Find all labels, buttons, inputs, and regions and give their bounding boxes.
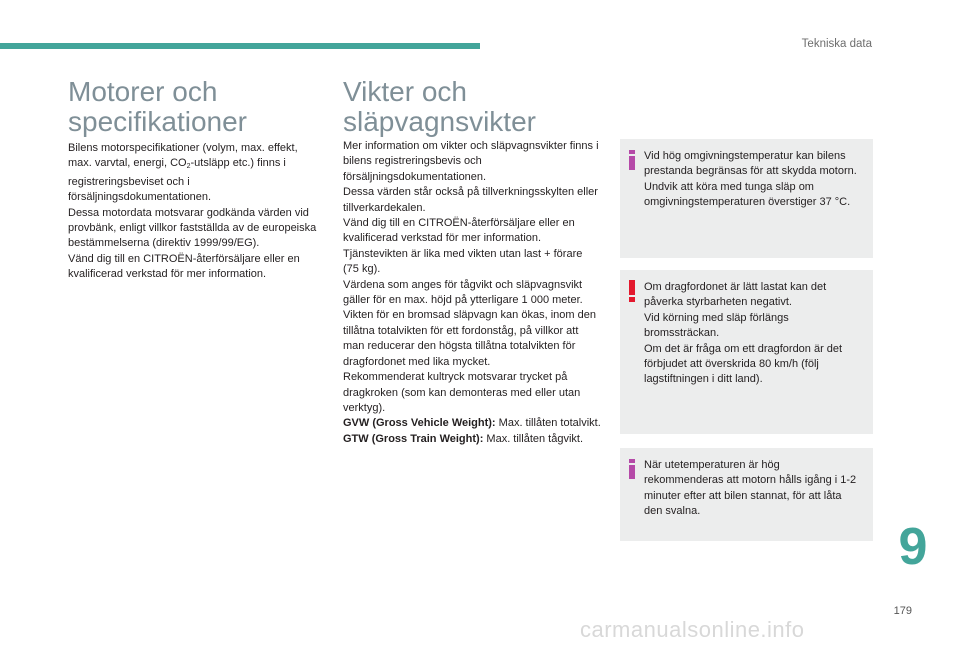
co2-subscript: 2 [186, 163, 191, 171]
info-icon [629, 459, 635, 479]
gtw-label: GTW (Gross Train Weight): [343, 432, 484, 445]
warning-note-p1: Om dragfordonet är lätt lastat kan det påverka styrbarheten negativt. [644, 281, 827, 309]
info-note-temperature [620, 139, 873, 258]
engines-paragraph-2: Dessa motordata motsvarar godkända värden vid provbänk, enligt villkor fastställda av de europeiska bestämmelserna (direktiv 1999/99/EG). [68, 206, 317, 250]
engines-heading [68, 77, 318, 137]
engines-p1-part-a: Bilens motorspecifikationer (volym, max. effekt, max. varvtal, energi, CO [68, 142, 298, 170]
engines-heading-line1: Motorer och [68, 76, 218, 107]
gtw-text: Max. tillåten tågvikt. [483, 432, 584, 445]
warning-note-p2: Vid körning med släp förlängs bromssträckan. [644, 311, 789, 340]
engines-paragraph-1 [68, 141, 323, 206]
warning-note-towing [620, 270, 873, 434]
warning-icon [629, 280, 635, 302]
info-note-3-text: När utetemperaturen är hög rekommenderas att motorn hålls igång i 1-2 minuter efter att bilen stannat, för att låta den svalna. [644, 459, 857, 518]
weights-paragraph-5: Värdena som anges för tågvikt och släpvagnsvikt gäller för en max. höjd på ytterligare 1 000 meter. [343, 278, 583, 307]
watermark: carmanualsonline.info [580, 617, 805, 642]
info-note-cooldown [620, 448, 873, 541]
weights-paragraph-6: Vikten för en bromsad släpvagn kan ökas, inom den tillåtna totalvikten för ett fordonståg, på villkor att man reducerar den högsta tillåtna totalvikten för dragfordonet med lika mycket. [343, 309, 596, 368]
weights-paragraph-4: Tjänstevikten är lika med vikten utan last + förare (75 kg). [343, 247, 583, 276]
engines-p1-part-b: -utsläpp etc.) finns i registreringsbeviset och i försäljningsdokumentationen. [68, 157, 286, 204]
engines-heading-line2: specifikationer [68, 106, 247, 137]
gvw-definition [343, 416, 601, 431]
engines-paragraph-3: Vänd dig till en CITROËN-återförsäljare eller en kvalificerad verkstad för mer information. [68, 252, 300, 281]
gtw-definition [343, 432, 601, 447]
weights-body [343, 139, 601, 447]
weights-paragraph-1: Mer information om vikter och släpvagnsvikter finns i bilens registreringsbevis och försäljningsdokumentationen. [343, 140, 599, 183]
chapter-number: 9 [898, 518, 928, 576]
gvw-label: GVW (Gross Vehicle Weight): [343, 417, 496, 430]
weights-paragraph-3: Vänd dig till en CITROËN-återförsäljare eller en kvalificerad verkstad för mer information. [343, 217, 575, 245]
page-number: 179 [893, 605, 912, 617]
weights-heading [343, 77, 593, 137]
warning-note-p3: Om det är fråga om ett dragfordon är det förbjudet att överskrida 80 km/h (följ lagstiftningen i ditt land). [644, 342, 843, 386]
header-accent-bar [0, 43, 480, 49]
gvw-text: Max. tillåten totalvikt. [495, 417, 601, 430]
section-title: Tekniska data [801, 38, 872, 50]
weights-heading-line2: släpvagnsvikter [343, 106, 536, 137]
weights-paragraph-2: Dessa värden står också på tillverkningsskylten eller tillverkardekalen. [343, 186, 598, 214]
info-note-1-text: Vid hög omgivningstemperatur kan bilens prestanda begränsas för att skydda motorn. Undvik att köra med tunga släp om omgivningstemperaturen överstiger 37 °C. [644, 150, 857, 209]
engines-body [68, 141, 323, 283]
info-icon [629, 150, 635, 170]
weights-paragraph-7: Rekommenderat kultryck motsvarar trycket på dragkroken (som kan demonteras med eller utan verktyg). [343, 371, 581, 414]
weights-heading-line1: Vikter och [343, 76, 467, 107]
